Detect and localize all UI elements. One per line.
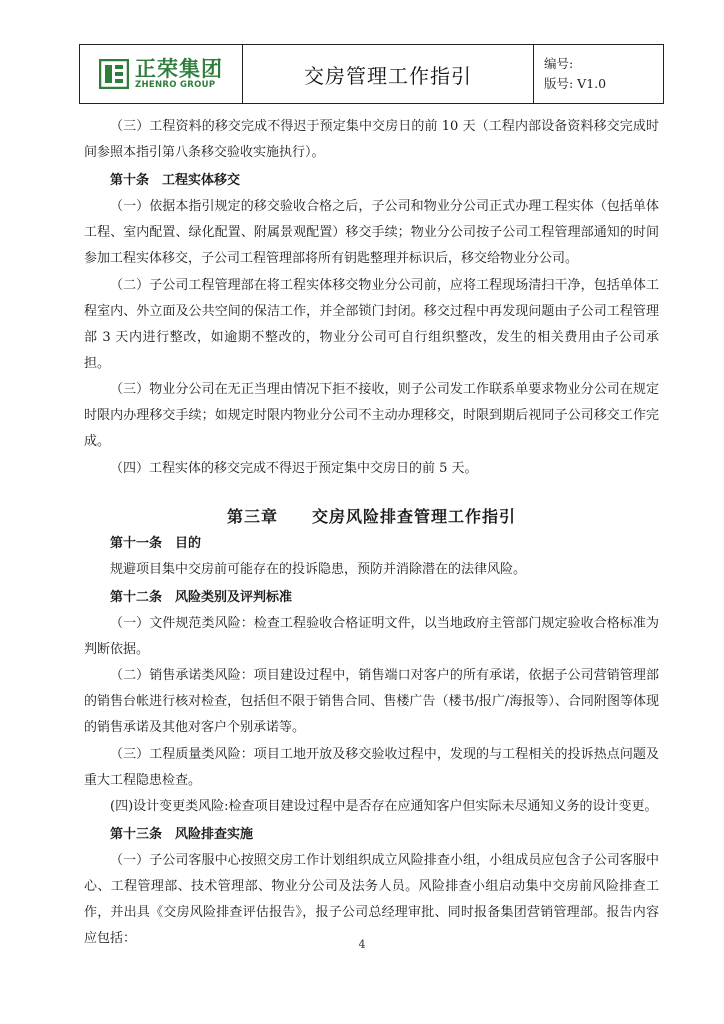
document-body xyxy=(84,114,659,953)
logo-english-name: ZHENRO GROUP xyxy=(135,80,216,90)
paragraph: （二）销售承诺类风险：项目建设过程中，销售端口对客户的所有承诺，依据子公司营销管理部的销售台帐进行核对检查，包括但不限于销售合同、售楼广告（楼书/报广/海报等）、合同附图等体现的销售承诺及其他对客户个别承诺等。 xyxy=(84,668,659,735)
document-meta xyxy=(534,45,663,103)
page-number: 4 xyxy=(358,938,366,951)
paragraph: 规避项目集中交房前可能存在的投诉隐患，预防并消除潜在的法律风险。 xyxy=(110,561,527,577)
paragraph: （三）工程质量类风险：项目工地开放及移交验收过程中，发现的与工程相关的投诉热点问题及重大工程隐患检查。 xyxy=(84,746,659,788)
paragraph: （四）工程实体的移交完成不得迟于预定集中交房日的前 5 天。 xyxy=(110,460,478,476)
article-heading: 第十条 工程实体移交 xyxy=(110,173,241,188)
company-logo xyxy=(80,45,243,103)
document-version: 版号: V1.0 xyxy=(544,76,607,91)
paragraph: （三）工程资料的移交完成不得迟于预定集中交房日的前 10 天（工程内部设备资料移交完成时间参照本指引第八条移交验收实施执行）。 xyxy=(84,119,659,160)
document-title: 交房管理工作指引 xyxy=(243,45,534,103)
logo-chinese-name: 正荣集团 xyxy=(135,57,223,81)
paragraph: （一）文件规范类风险：检查工程验收合格证明文件，以当地政府主管部门规定验收合格标准为判断依据。 xyxy=(84,615,659,657)
paragraph: （三）物业分公司在无正当理由情况下拒不接收，则子公司发工作联系单要求物业分公司在规定时限内办理移交手续；如规定时限内物业分公司不主动办理移交，时限到期后视同子公司移交工作完成。 xyxy=(84,382,659,449)
paragraph: （一）依据本指引规定的移交验收合格之后，子公司和物业分公司正式办理工程实体（包括单体工程、室内配置、绿化配置、附属景观配置）移交手续；物业分公司按子公司工程管理部通知的时间参加工程实体移交，子公司工程管理部将所有钥匙整理并标识后，移交给物业分公司。 xyxy=(84,199,659,266)
paragraph: （一）子公司客服中心按照交房工作计划组织成立风险排查小组，小组成员应包含子公司客服中心、工程管理部、技术管理部、物业分公司及法务人员。风险排查小组启动集中交房前风险排查工作，并出具《交房风险排查评估报告》，报子公司总经理审批、同时报备集团营销管理部。报告内容应包括： xyxy=(84,853,659,946)
paragraph: (四)设计变更类风险:检查项目建设过程中是否存在应通知客户但实际未尽通知义务的设计变更。 xyxy=(110,799,658,814)
document-number-label: 编号: xyxy=(544,56,574,71)
paragraph: （二）子公司工程管理部在将工程实体移交物业分公司前，应将工程现场清扫干净，包括单体工程室内、外立面及公共空间的保洁工作，并全部锁门封闭。移交过程中再发现问题由子公司工程管理部 3 天内进行整改，如逾期不整改的，物业分公司可自行组织整改，发生的相关费用由子公司承担。 xyxy=(84,277,659,371)
chapter-heading: 第三章 交房风险排查管理工作指引 xyxy=(226,506,516,526)
document-header xyxy=(79,44,664,104)
article-heading: 第十二条 风险类别及评判标准 xyxy=(110,589,293,605)
logo-mark-icon xyxy=(99,59,129,89)
article-heading: 第十一条 目的 xyxy=(110,535,202,551)
article-heading: 第十三条 风险排查实施 xyxy=(110,827,254,842)
